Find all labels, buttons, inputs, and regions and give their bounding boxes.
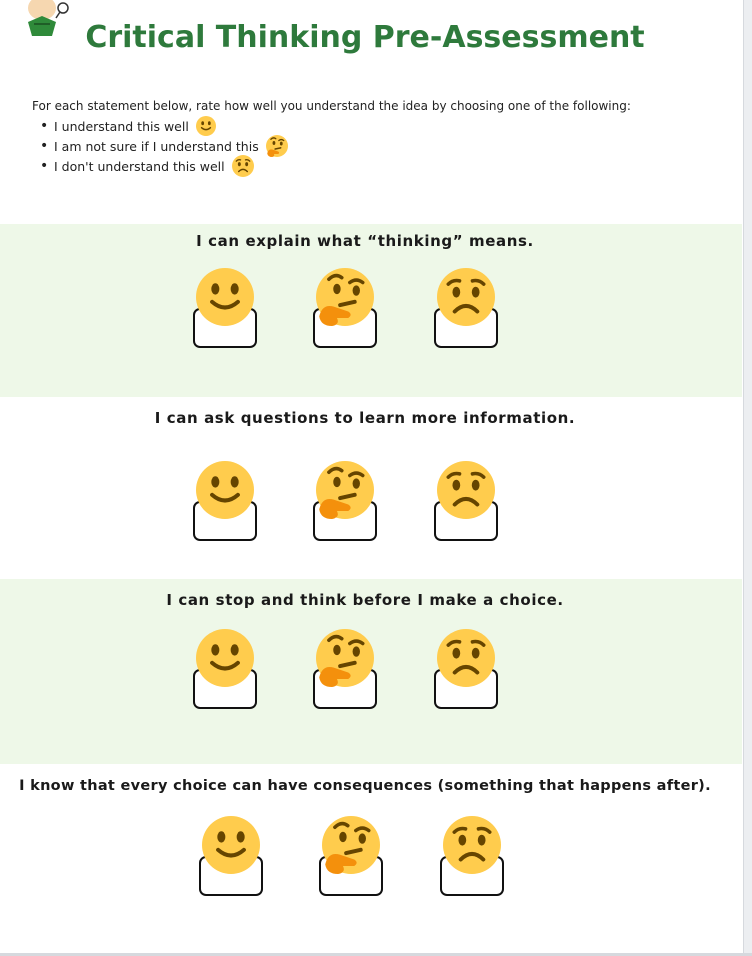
choice-not-sure[interactable] (313, 629, 379, 709)
thinking-emoji-icon (266, 135, 288, 157)
smile-emoji-icon (196, 629, 254, 687)
statement-text: I can explain what “thinking” means. (196, 232, 534, 250)
page-edge (743, 0, 752, 956)
statement-section (0, 579, 742, 764)
legend-label: I understand this well (54, 118, 189, 134)
choice-understand[interactable] (199, 816, 265, 896)
choice-dont-understand[interactable] (434, 268, 500, 348)
statement-section (0, 764, 742, 953)
bullet: • (40, 158, 49, 174)
thinking-emoji-icon (316, 629, 374, 687)
legend-item (40, 156, 722, 176)
smile-emoji-icon (196, 461, 254, 519)
legend-label: I don't understand this well (54, 158, 225, 174)
choice-dont-understand[interactable] (434, 461, 500, 541)
worried-emoji-icon (437, 629, 495, 687)
statement-text: I can stop and think before I make a choice. (166, 591, 564, 609)
instructions-text: For each statement below, rate how well you understand the idea by choosing one of the following: (32, 99, 631, 113)
bullet: • (40, 138, 49, 154)
choice-not-sure[interactable] (313, 461, 379, 541)
statement-section (0, 397, 742, 579)
choice-not-sure[interactable] (313, 268, 379, 348)
page-title: Critical Thinking Pre-Assessment (85, 20, 645, 55)
statement-section (0, 224, 742, 397)
smile-emoji-icon (202, 816, 260, 874)
thinking-emoji-icon (322, 816, 380, 874)
choice-not-sure[interactable] (319, 816, 385, 896)
statement-text: I know that every choice can have consequences (something that happens after). (19, 778, 711, 794)
choice-dont-understand[interactable] (440, 816, 506, 896)
worried-emoji-icon (437, 268, 495, 326)
thinking-emoji-icon (316, 461, 374, 519)
bullet: • (40, 118, 49, 134)
thinking-emoji-icon (316, 268, 374, 326)
smile-emoji-icon (196, 268, 254, 326)
legend-item (40, 116, 722, 136)
choice-understand[interactable] (193, 461, 259, 541)
instructions (32, 99, 722, 176)
worried-emoji-icon (437, 461, 495, 519)
choice-dont-understand[interactable] (434, 629, 500, 709)
legend-item (40, 136, 722, 156)
choice-understand[interactable] (193, 629, 259, 709)
rating-legend (32, 116, 722, 176)
legend-label: I am not sure if I understand this (54, 138, 259, 154)
smile-emoji-icon (196, 116, 216, 136)
worried-emoji-icon (232, 155, 254, 177)
statement-text: I can ask questions to learn more information. (154, 409, 576, 427)
worried-emoji-icon (443, 816, 501, 874)
choice-understand[interactable] (193, 268, 259, 348)
